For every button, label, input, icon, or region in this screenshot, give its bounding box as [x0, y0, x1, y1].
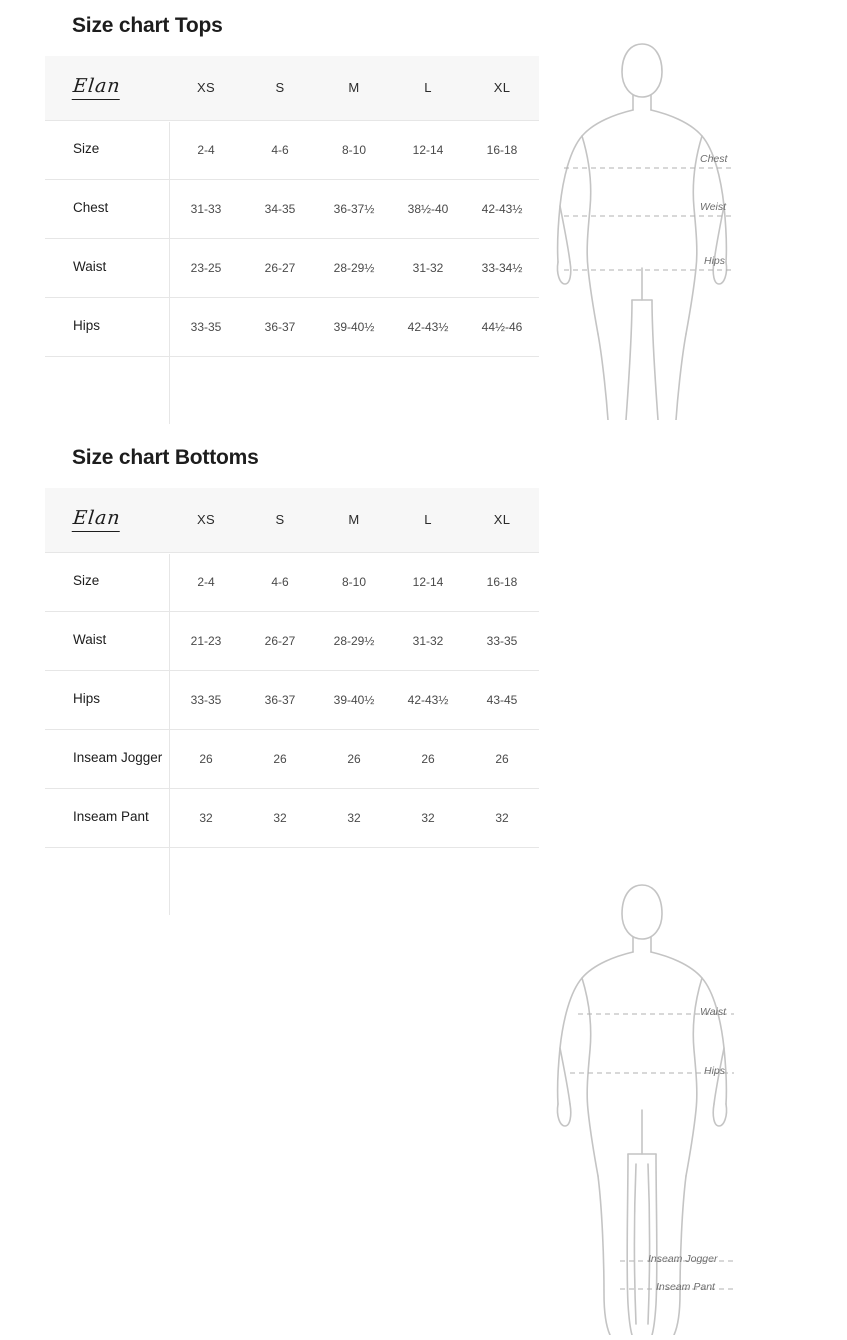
table-row [45, 297, 539, 356]
table-body-tops [45, 120, 539, 356]
cell-inseam-pant-l: 32 [391, 788, 465, 847]
annotation-waist: Waist [700, 1006, 727, 1018]
size-chart-table-bottoms [45, 488, 539, 848]
cell-hips-s: 36-37 [243, 670, 317, 729]
cell-hips-m: 39-40½ [317, 670, 391, 729]
row-label-chest: Chest [45, 179, 169, 238]
annotation-hips: Hips [704, 255, 726, 267]
cell-chest-xl: 42-43½ [465, 179, 539, 238]
table-header-bottoms [45, 488, 539, 552]
row-label-inseam-jogger: Inseam Jogger [45, 729, 169, 788]
cell-size-s: 4-6 [243, 552, 317, 611]
cell-hips-xs: 33-35 [169, 297, 243, 356]
cell-size-m: 8-10 [317, 552, 391, 611]
size-chart-bottoms-section [0, 432, 847, 1293]
column-header-xl: XL [465, 56, 539, 120]
column-header-s: S [243, 56, 317, 120]
cell-waist-s: 26-27 [243, 238, 317, 297]
column-header-xl: XL [465, 488, 539, 552]
table-divider-vertical [169, 554, 170, 915]
cell-waist-xs: 21-23 [169, 611, 243, 670]
cell-hips-xl: 43-45 [465, 670, 539, 729]
body-figure-bottoms [520, 864, 847, 1335]
cell-inseam-pant-xs: 32 [169, 788, 243, 847]
page-title-bottoms: Size chart Bottoms [72, 446, 259, 469]
brand-logo-cell [45, 488, 169, 552]
column-header-xs: XS [169, 488, 243, 552]
table-header-row [45, 488, 539, 552]
annotation-inseam-pant: Inseam Pant [656, 1281, 715, 1293]
cell-inseam-pant-xl: 32 [465, 788, 539, 847]
column-header-l: L [391, 56, 465, 120]
cell-inseam-pant-s: 32 [243, 788, 317, 847]
cell-size-l: 12-14 [391, 552, 465, 611]
row-label-hips: Hips [45, 297, 169, 356]
cell-size-xl: 16-18 [465, 120, 539, 179]
cell-inseam-jogger-m: 26 [317, 729, 391, 788]
table-wrapper-bottoms [0, 488, 847, 848]
cell-size-xs: 2-4 [169, 552, 243, 611]
cell-chest-l: 38½-40 [391, 179, 465, 238]
column-header-s: S [243, 488, 317, 552]
cell-inseam-jogger-xs: 26 [169, 729, 243, 788]
column-header-m: M [317, 56, 391, 120]
column-header-xs: XS [169, 56, 243, 120]
row-label-waist: Waist [45, 611, 169, 670]
brand-logo: Elan [72, 507, 122, 532]
cell-chest-m: 36-37½ [317, 179, 391, 238]
column-header-m: M [317, 488, 391, 552]
cell-size-l: 12-14 [391, 120, 465, 179]
table-header-row [45, 56, 539, 120]
cell-hips-s: 36-37 [243, 297, 317, 356]
row-label-size: Size [45, 120, 169, 179]
cell-size-xs: 2-4 [169, 120, 243, 179]
cell-size-s: 4-6 [243, 120, 317, 179]
cell-waist-m: 28-29½ [317, 238, 391, 297]
cell-size-m: 8-10 [317, 120, 391, 179]
annotation-weist: Weist [700, 201, 727, 213]
table-wrapper-tops [0, 56, 847, 357]
cell-waist-xs: 23-25 [169, 238, 243, 297]
cell-hips-xs: 33-35 [169, 670, 243, 729]
table-row [45, 611, 539, 670]
row-label-inseam-pant: Inseam Pant [45, 788, 169, 847]
cell-waist-l: 31-32 [391, 238, 465, 297]
table-divider-vertical [169, 122, 170, 424]
size-chart-table-tops [45, 56, 539, 357]
annotation-chest: Chest [700, 153, 728, 165]
cell-waist-l: 31-32 [391, 611, 465, 670]
annotation-hips: Hips [704, 1065, 726, 1077]
table-row [45, 729, 539, 788]
table-header-tops [45, 56, 539, 120]
table-row [45, 238, 539, 297]
cell-hips-l: 42-43½ [391, 297, 465, 356]
cell-inseam-pant-m: 32 [317, 788, 391, 847]
cell-inseam-jogger-xl: 26 [465, 729, 539, 788]
table-body-bottoms [45, 552, 539, 847]
annotation-inseam-jogger: Inseam Jogger [648, 1253, 718, 1265]
cell-waist-xl: 33-35 [465, 611, 539, 670]
cell-waist-m: 28-29½ [317, 611, 391, 670]
column-header-l: L [391, 488, 465, 552]
measurement-guides [570, 1014, 734, 1289]
cell-hips-l: 42-43½ [391, 670, 465, 729]
brand-logo: Elan [72, 75, 122, 100]
cell-size-xl: 16-18 [465, 552, 539, 611]
brand-logo-cell [45, 56, 169, 120]
cell-inseam-jogger-s: 26 [243, 729, 317, 788]
cell-inseam-jogger-l: 26 [391, 729, 465, 788]
cell-hips-xl: 44½-46 [465, 297, 539, 356]
table-row [45, 179, 539, 238]
row-label-size: Size [45, 552, 169, 611]
row-label-waist: Waist [45, 238, 169, 297]
cell-waist-xl: 33-34½ [465, 238, 539, 297]
table-row [45, 552, 539, 611]
cell-waist-s: 26-27 [243, 611, 317, 670]
table-row [45, 120, 539, 179]
cell-chest-xs: 31-33 [169, 179, 243, 238]
table-row [45, 788, 539, 847]
size-chart-tops-section [0, 0, 847, 420]
page-title-tops: Size chart Tops [72, 14, 223, 37]
female-body-back-illustration-icon [520, 864, 847, 1335]
table-row [45, 670, 539, 729]
row-label-hips: Hips [45, 670, 169, 729]
cell-chest-s: 34-35 [243, 179, 317, 238]
cell-hips-m: 39-40½ [317, 297, 391, 356]
